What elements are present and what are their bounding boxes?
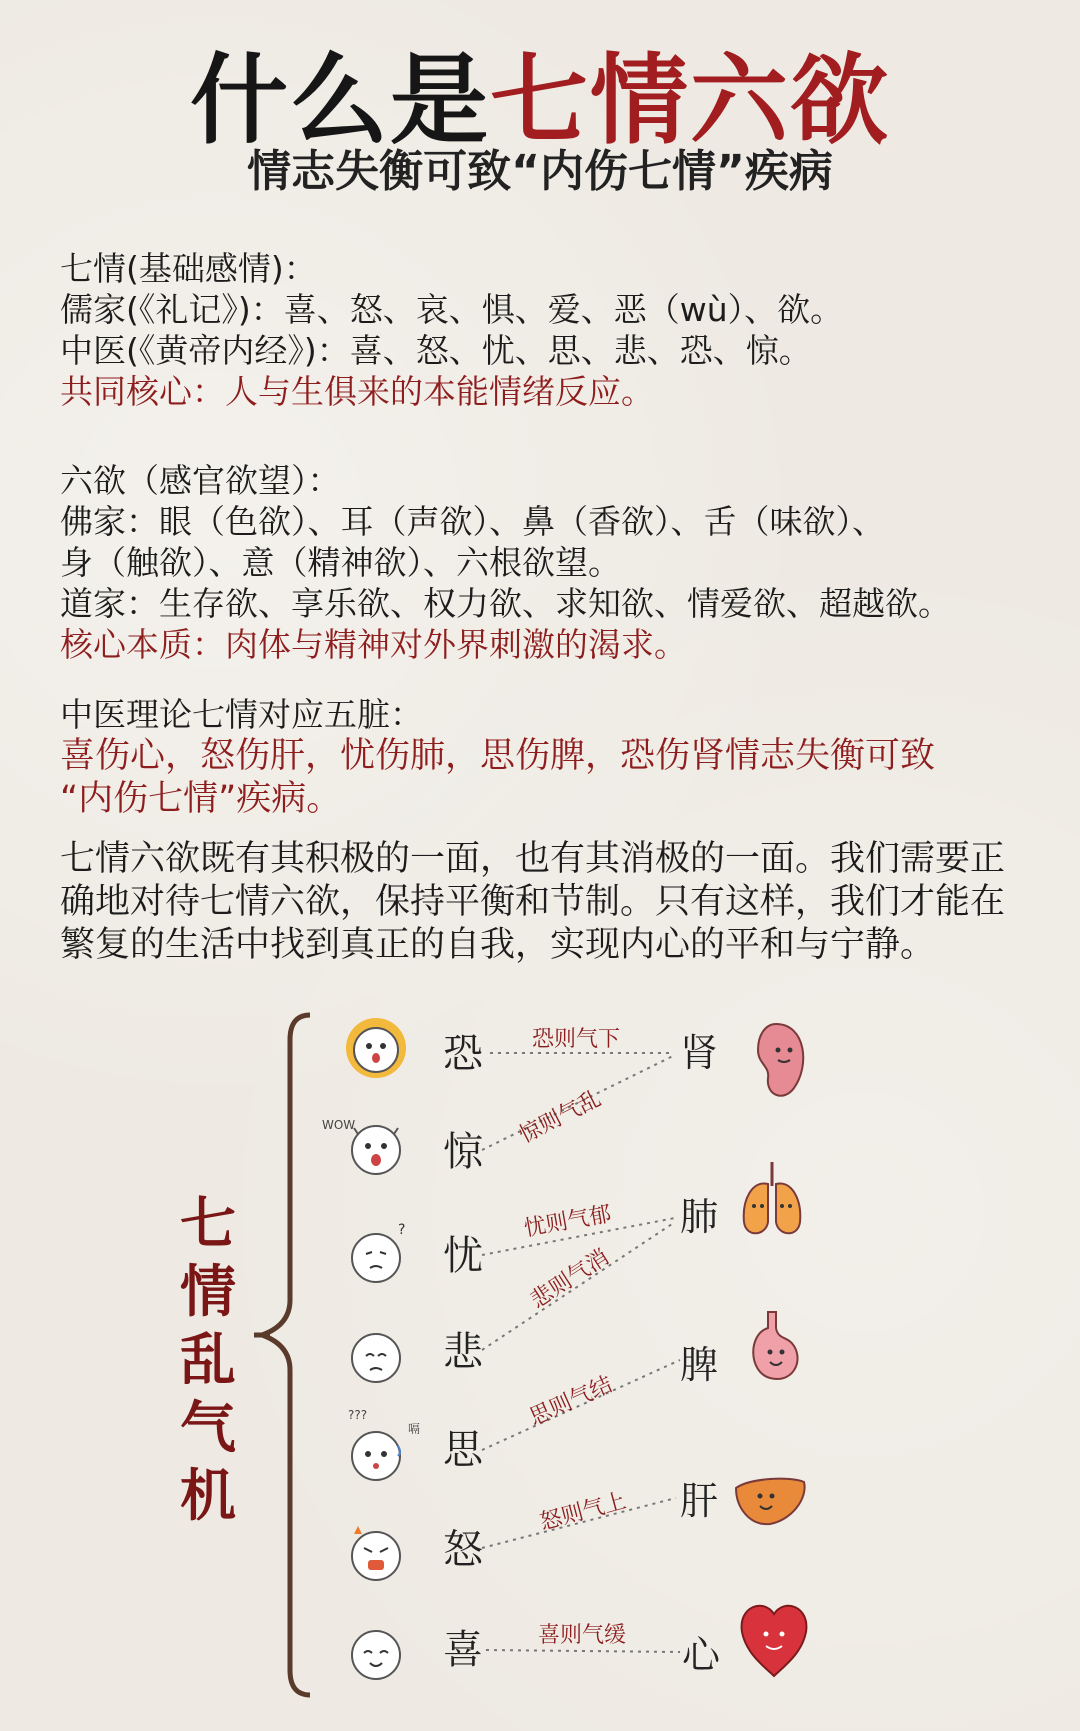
sad-cat-icon <box>340 1318 412 1390</box>
angry-cat-icon <box>340 1516 412 1588</box>
kidney-icon <box>736 1016 816 1106</box>
summary-line2: 确地对待七情六欲，保持平衡和节制。只有这样，我们才能在 <box>60 882 1006 922</box>
title-part2: 七情六欲 <box>490 43 891 158</box>
link-label-xi: 喜则气缓 <box>538 1623 627 1648</box>
question-marks: ??? <box>348 1408 368 1422</box>
emotion-kong: 恐 <box>443 1031 483 1077</box>
liuyu-dao: 道家：生存欲、享乐欲、权力欲、求知欲、情爱欲、超越欲。 <box>60 584 951 623</box>
worried-cat-icon <box>340 1218 412 1290</box>
link-label-kong: 恐则气下 <box>532 1027 621 1052</box>
qiqing-core: 共同核心：人与生俱来的本能情绪反应。 <box>60 372 654 411</box>
organ-label-shen: 肾 <box>680 1031 719 1075</box>
page-subtitle: 情志失衡可致“内伤七情”疾病 <box>247 146 833 197</box>
liuyu-section <box>60 460 1020 665</box>
link-line-xi <box>486 1650 680 1652</box>
wuzang-line2: “内伤七情”疾病。 <box>60 779 342 819</box>
wuzang-heading: 中医理论七情对应五脏： <box>60 695 423 734</box>
diagram-lines <box>0 990 1080 1710</box>
heart-icon <box>734 1594 814 1684</box>
title-part1: 什么是 <box>189 43 490 158</box>
fear-cat-icon <box>340 1012 412 1084</box>
organ-label-pi: 脾 <box>680 1343 719 1387</box>
svg-text:?: ? <box>398 1222 406 1238</box>
qiqing-ru: 儒家(《礼记》)：喜、怒、哀、惧、爱、恶（wù）、欲。 <box>60 290 844 329</box>
liuyu-fo1: 佛家：眼（色欲）、耳（声欲）、鼻（香欲）、舌（味欲）、 <box>60 502 885 541</box>
emotion-xi: 喜 <box>443 1627 483 1673</box>
summary-line3: 繁复的生活中找到真正的自我，实现内心的平和与宁静。 <box>60 925 936 965</box>
emotion-nu: 怒 <box>443 1527 483 1573</box>
liuyu-heading: 六欲（感官欲望）： <box>60 461 341 500</box>
summary-section <box>60 838 1020 967</box>
link-label-you: 忧则气郁 <box>522 1201 614 1242</box>
hiccup-text: 嗝 <box>408 1422 421 1436</box>
emotion-you: 忧 <box>443 1233 483 1279</box>
page-title <box>0 43 1080 158</box>
liuyu-fo2: 身（触欲）、意（精神欲）、六根欲望。 <box>60 543 621 582</box>
wuzang-section <box>60 694 1020 821</box>
emotion-bei: 悲 <box>443 1329 483 1375</box>
organ-label-gan: 肝 <box>680 1479 719 1523</box>
vtitle-char: 乱 <box>180 1327 236 1393</box>
vertical-title <box>178 1190 238 1530</box>
liuyu-core: 核心本质：肉体与精神对外界刺激的渴求。 <box>60 625 687 664</box>
organ-label-fei: 肺 <box>680 1195 719 1239</box>
qiqing-section <box>60 248 1020 412</box>
qiqing-zhongyi: 中医(《黄帝内经》)：喜、怒、忧、思、悲、恐、惊。 <box>60 331 812 370</box>
brace <box>262 1015 310 1695</box>
lungs-icon <box>732 1156 812 1246</box>
emotion-si: 思 <box>443 1427 483 1473</box>
qiqing-diagram <box>0 990 1080 1710</box>
link-label-nu: 怒则气上 <box>537 1488 629 1536</box>
stomach-icon <box>734 1306 814 1396</box>
link-label-bei: 悲则气消 <box>526 1244 614 1314</box>
summary-line1: 七情六欲既有其积极的一面，也有其消极的一面。我们需要正 <box>60 839 1006 879</box>
vtitle-char: 机 <box>180 1463 236 1529</box>
link-label-si: 思则气结 <box>525 1372 617 1431</box>
organ-label-xin: 心 <box>682 1633 721 1677</box>
liver-icon <box>730 1458 810 1548</box>
link-label-jing: 惊则气乱 <box>515 1086 606 1149</box>
happy-cat-icon <box>340 1615 412 1687</box>
vtitle-char: 气 <box>180 1395 236 1461</box>
vtitle-char: 七 <box>180 1191 236 1257</box>
wow-text: WOW <box>322 1118 356 1132</box>
vtitle-char: 情 <box>180 1259 236 1325</box>
wuzang-line1: 喜伤心，怒伤肝，忧伤肺，思伤脾，恐伤肾情志失衡可致 <box>60 736 936 776</box>
qiqing-heading: 七情(基础感情)： <box>60 249 317 288</box>
emotion-jing: 惊 <box>443 1129 483 1175</box>
thinking-cat-icon <box>340 1416 412 1488</box>
